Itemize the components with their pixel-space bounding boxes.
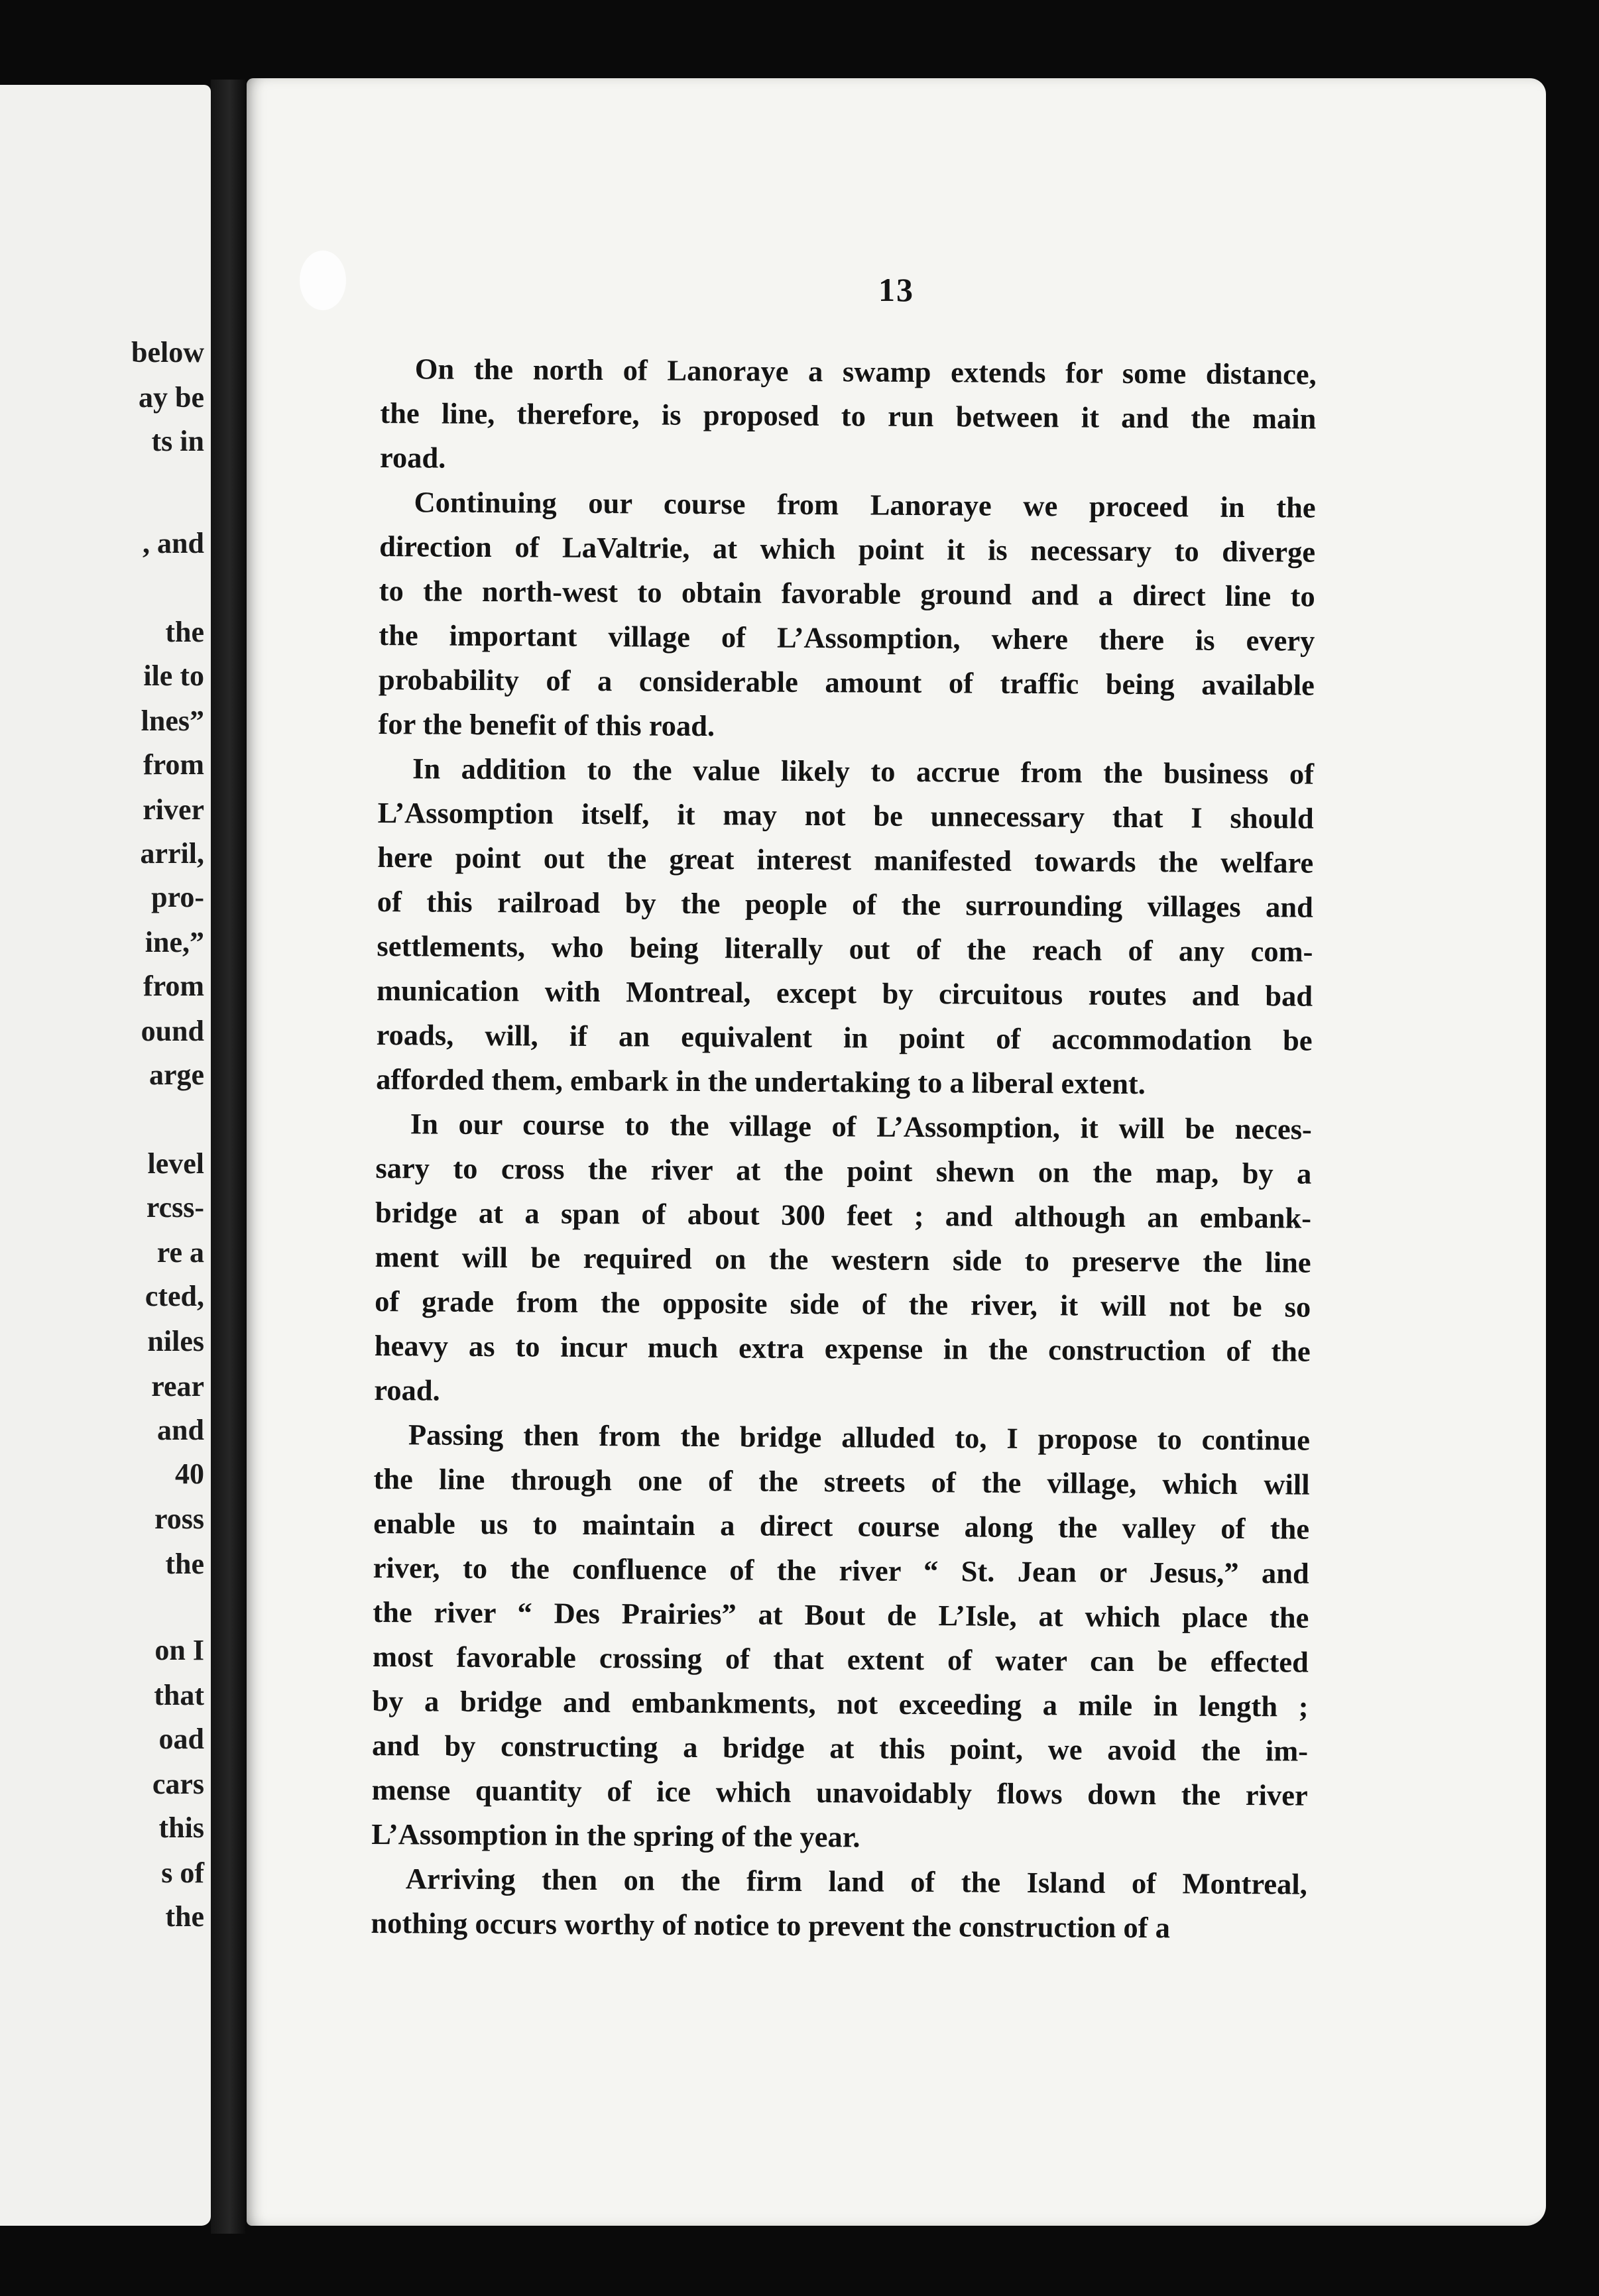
text-line: direction of LaValtrie, at which point it is necessary to diverge — [379, 529, 1316, 569]
previous-page-line: on I — [154, 1634, 204, 1666]
previous-page-line: re a — [156, 1236, 204, 1269]
previous-page-line: and — [157, 1414, 204, 1446]
book-gutter — [211, 80, 245, 2234]
previous-page-line: lnes” — [141, 705, 204, 737]
previous-page-line: niles — [147, 1325, 204, 1357]
text-line: road. — [374, 1373, 440, 1407]
text-line: probability of a considerable amount of traffic being available — [378, 662, 1315, 702]
previous-page-line: oad — [158, 1723, 204, 1755]
previous-page-line: ound — [141, 1015, 204, 1047]
previous-page-line: cars — [152, 1768, 204, 1800]
paragraph — [376, 746, 1314, 1108]
text-line: sary to cross the river at the point shewn on the map, by a — [375, 1151, 1312, 1190]
previous-page-line: ross — [154, 1503, 204, 1535]
text-line: enable us to maintain a direct course along the valley of the — [373, 1506, 1310, 1546]
previous-page-line: this — [158, 1811, 204, 1844]
previous-page-line: that — [154, 1679, 204, 1711]
text-line: the line through one of the streets of the village, which will — [373, 1462, 1310, 1501]
text-line: most favorable crossing of that extent of water can be effected — [372, 1639, 1309, 1679]
text-line: afforded them, embark in the undertaking to a liberal extent. — [376, 1062, 1146, 1101]
paragraph — [380, 347, 1317, 486]
text-line: by a bridge and embankments, not exceeding a mile in length ; — [372, 1684, 1309, 1723]
previous-page-line: below — [131, 336, 204, 369]
text-line: to the north-west to obtain favorable ground and a direct line to — [379, 573, 1315, 613]
text-line: of grade from the opposite side of the river, it will not be so — [375, 1284, 1311, 1324]
text-line: river, to the confluence of the river “ St. Jean or Jesus,” and — [373, 1550, 1309, 1590]
text-line: On the north of Lanoraye a swamp extends for some distance, — [414, 352, 1317, 391]
text-line: the river “ Des Prairies” at Bout de L’Isle, at which place the — [373, 1595, 1309, 1635]
paragraph — [374, 1102, 1312, 1418]
body-text — [371, 347, 1317, 1951]
previous-page-line: from — [143, 748, 204, 781]
text-line: mense quantity of ice which unavoidably flows down the river — [371, 1772, 1308, 1812]
previous-page-edge — [0, 85, 211, 2226]
text-line: settlements, who being literally out of the reach of any com- — [377, 929, 1313, 968]
text-line: road. — [379, 440, 446, 475]
previous-page-line: the — [165, 1548, 204, 1580]
text-line: heavy as to incur much extra expense in the construction of the — [374, 1328, 1311, 1368]
paragraph — [378, 480, 1315, 752]
previous-page-line: ts in — [151, 425, 204, 457]
text-line: bridge at a span of about 300 feet ; and although an embank- — [375, 1195, 1312, 1235]
text-line: In our course to the village of L’Assomption, it will be neces- — [410, 1107, 1312, 1146]
previous-page-line: rcss- — [146, 1191, 204, 1224]
text-line: the line, therefore, is proposed to run between it and the main — [380, 396, 1317, 435]
paragraph — [371, 1857, 1307, 1951]
previous-page-line: the — [165, 616, 204, 648]
text-line: Arriving then on the firm land of the Island of Montreal, — [405, 1862, 1308, 1901]
text-line: here point out the great interest manifested towards the welfare — [377, 840, 1314, 880]
previous-page-line: ine,” — [145, 926, 204, 958]
page-number: 13 — [878, 271, 914, 308]
previous-page-line: the — [165, 1900, 204, 1933]
text-line: Continuing our course from Lanoraye we proceed in the — [414, 485, 1316, 524]
text-line: ment will be required on the western side to preserve the line — [375, 1239, 1311, 1279]
previous-page-line: cted, — [145, 1280, 204, 1312]
text-line: L’Assomption itself, it may not be unnecessary that I should — [377, 795, 1314, 835]
previous-page-line: level — [147, 1147, 204, 1180]
text-line: the important village of L’Assomption, where there is every — [379, 618, 1315, 658]
previous-page-line: from — [143, 970, 204, 1002]
previous-page-line: rear — [151, 1370, 204, 1403]
previous-page-line: 40 — [175, 1458, 204, 1490]
previous-page-line: river — [143, 793, 204, 826]
previous-page-line: s of — [161, 1857, 204, 1889]
text-line: roads, will, if an equivalent in point of accommodation be — [376, 1017, 1313, 1057]
text-line: munication with Montreal, except by circuitous routes and bad — [376, 973, 1313, 1013]
previous-page-line: ay be — [139, 381, 204, 414]
book-page — [247, 78, 1546, 2226]
previous-page-line: arril, — [140, 837, 204, 870]
text-line: In addition to the value likely to accrue from the business of — [412, 752, 1315, 791]
paragraph — [371, 1412, 1310, 1863]
previous-page-line: pro- — [151, 881, 204, 913]
text-line: and by constructing a bridge at this point, we avoid the im- — [371, 1728, 1309, 1768]
previous-page-line: ile to — [143, 660, 204, 692]
text-line: nothing occurs worthy of notice to prevent the construction of a — [371, 1906, 1171, 1945]
previous-page-line: arge — [148, 1059, 204, 1091]
previous-page-line: , and — [143, 527, 204, 559]
text-line: L’Assomption in the spring of the year. — [371, 1817, 860, 1854]
text-line: Passing then from the bridge alluded to, I propose to continue — [408, 1418, 1311, 1457]
text-line: for the benefit of this road. — [378, 707, 715, 743]
text-line: of this railroad by the people of the surrounding villages and — [377, 884, 1314, 924]
